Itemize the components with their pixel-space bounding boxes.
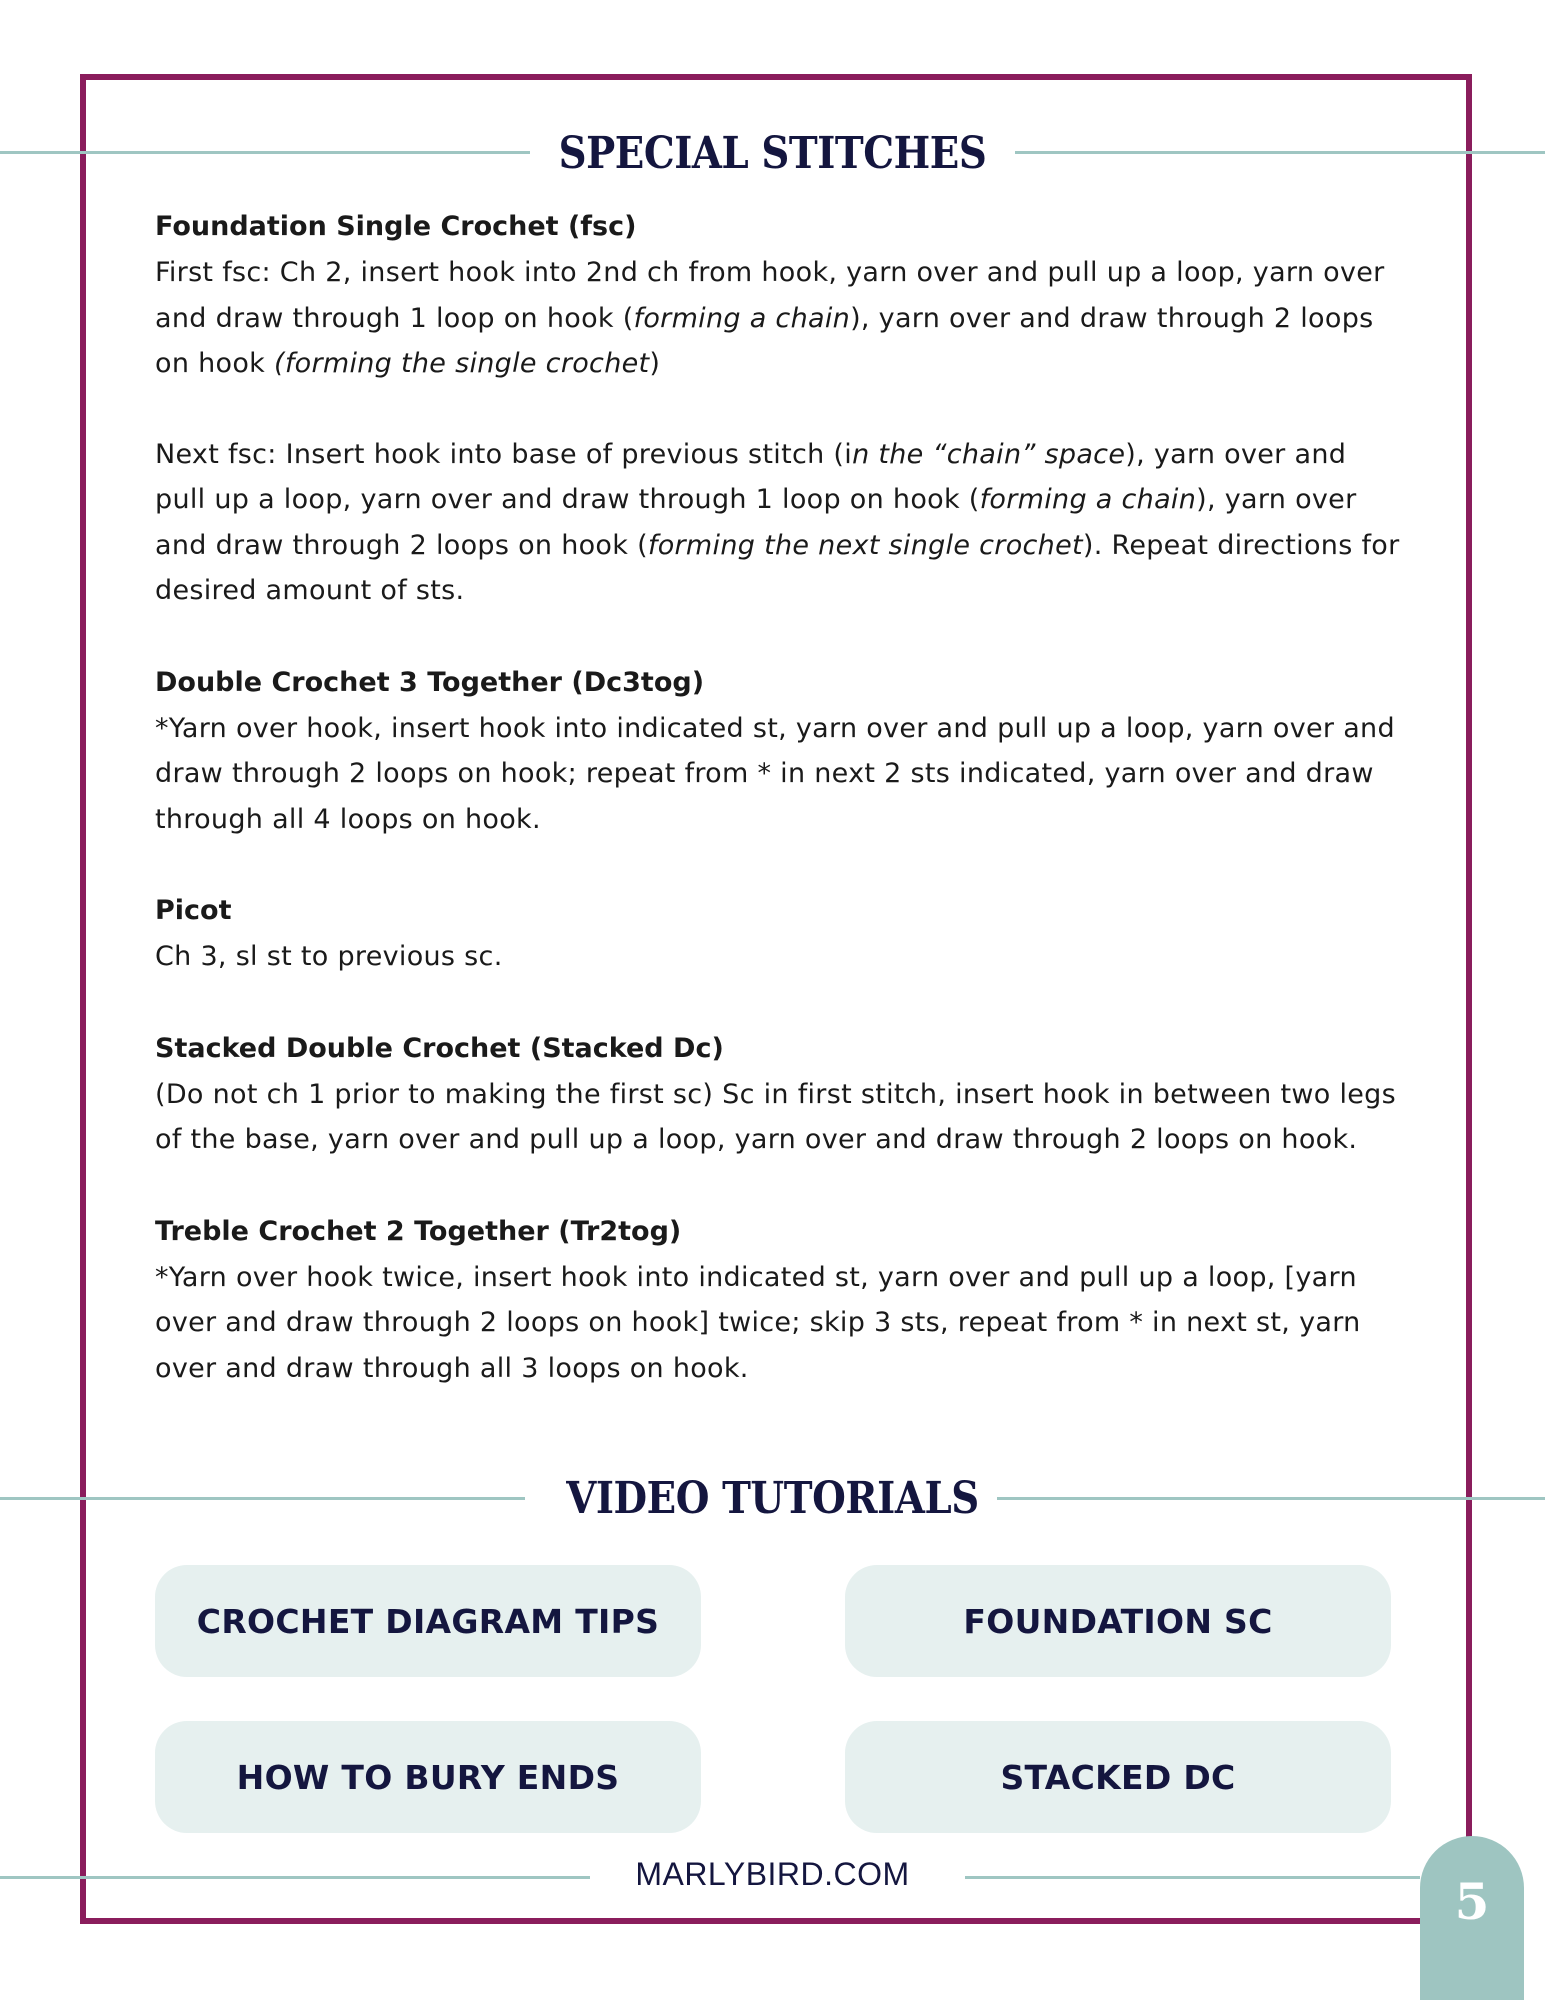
instruction-text: Ch 3, sl st to previous sc. xyxy=(155,941,503,972)
instruction-text: *Yarn over hook, insert hook into indicated st, yarn over and pull up a loop, yarn over and draw through 2 loops on hook; repeat from * in next 2 sts indicated, yarn over and draw through all 4 loops on hook. xyxy=(155,712,1395,835)
stitch-name: Foundation Single Crochet (fsc) xyxy=(155,211,637,242)
instruction-text: ) xyxy=(649,348,661,379)
stitch-instructions xyxy=(155,432,1400,614)
instruction-emphasis: n the “chain” space xyxy=(852,438,1126,470)
stitch-name: Treble Crochet 2 Together (Tr2tog) xyxy=(155,1215,682,1247)
special-stitches-heading: SPECIAL STITCHES xyxy=(558,128,987,179)
stitch-name: Picot xyxy=(155,895,232,926)
instruction-text: Next fsc: Insert hook into base of previous stitch (i xyxy=(155,438,853,470)
stitch-entry xyxy=(155,204,1400,614)
stitch-entry xyxy=(155,888,1400,980)
instruction-emphasis: forming a chain xyxy=(979,484,1197,515)
stitch-instructions xyxy=(155,250,1400,387)
stitch-name: Double Crochet 3 Together (Dc3tog) xyxy=(155,666,705,698)
video-tutorials-heading: VIDEO TUTORIALS xyxy=(566,1473,979,1524)
stitch-name: Stacked Double Crochet (Stacked Dc) xyxy=(155,1032,724,1064)
instruction-text: ), yarn over and draw through 2 loops on hook xyxy=(155,302,1374,379)
stitch-instructions xyxy=(155,1255,1400,1392)
stitch-instructions xyxy=(155,706,1400,843)
how-to-bury-ends-button[interactable]: HOW TO BURY ENDS xyxy=(155,1721,701,1833)
instruction-text: ), yarn over and pull up a loop, yarn over and draw through 1 loop on hook ( xyxy=(155,438,1347,515)
stitch-instructions xyxy=(155,934,1400,980)
instruction-text: ). Repeat directions for desired amount of sts. xyxy=(155,529,1400,606)
page-number-tab xyxy=(1420,1836,1524,2000)
instruction-emphasis: forming the next single crochet xyxy=(647,529,1083,561)
page-number: 5 xyxy=(1454,1872,1490,1931)
stacked-dc-button[interactable]: STACKED DC xyxy=(845,1721,1391,1833)
stitch-entry xyxy=(155,660,1400,843)
footer-website-link[interactable]: MARLYBIRD.COM xyxy=(635,1856,910,1892)
instruction-text: ), yarn over and draw through 2 loops on hook ( xyxy=(155,484,1357,561)
foundation-sc-button[interactable]: FOUNDATION SC xyxy=(845,1565,1391,1677)
instruction-emphasis: (forming the single crochet xyxy=(273,348,650,379)
stitch-instructions xyxy=(155,1072,1400,1163)
instruction-emphasis: forming a chain xyxy=(633,302,851,334)
special-stitches-list xyxy=(155,204,1400,1437)
instruction-text: (Do not ch 1 prior to making the first sc) Sc in first stitch, insert hook in between two legs of the base, yarn over and pull up a loop, yarn over and draw through 2 loops on hook. xyxy=(155,1078,1396,1155)
stitch-entry xyxy=(155,1026,1400,1163)
stitch-entry xyxy=(155,1209,1400,1392)
instruction-text: *Yarn over hook twice, insert hook into indicated st, yarn over and pull up a loop, [yarn over and draw through 2 loops on hook] twice; skip 3 sts, repeat from * in next st, yarn over and draw through all 3 loops on hook. xyxy=(155,1261,1361,1384)
instruction-text: First fsc: Ch 2, insert hook into 2nd ch from hook, yarn over and pull up a loop, yarn over and draw through 1 loop on hook ( xyxy=(155,257,1385,334)
crochet-diagram-tips-button[interactable]: CROCHET DIAGRAM TIPS xyxy=(155,1565,701,1677)
